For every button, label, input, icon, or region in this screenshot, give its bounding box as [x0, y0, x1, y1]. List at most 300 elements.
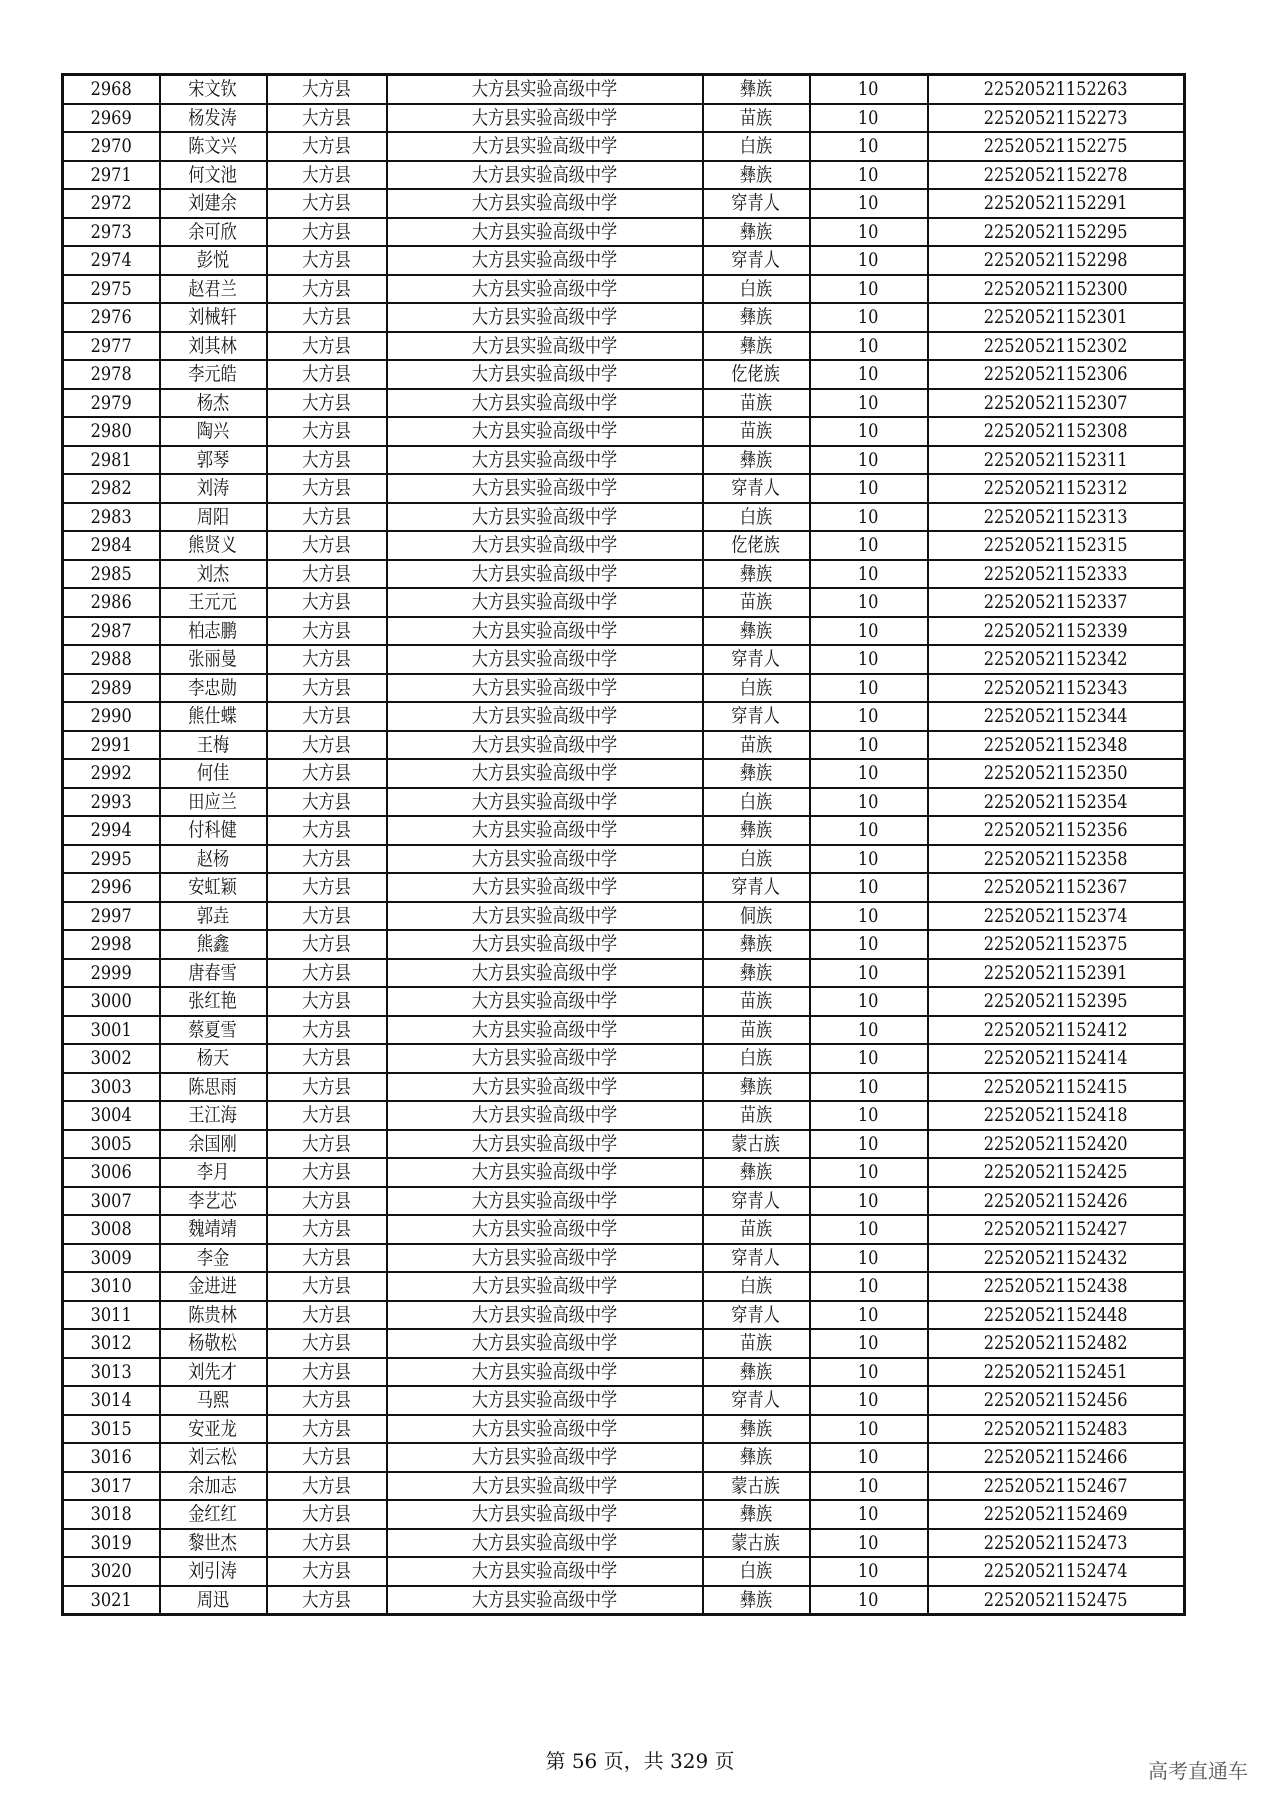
exam-id-cell	[928, 1044, 1185, 1073]
bonus-points: 10	[858, 1161, 879, 1184]
row-number: 2997	[90, 904, 132, 927]
county-cell	[267, 873, 387, 902]
row-number: 3017	[90, 1474, 132, 1497]
table-row	[63, 1358, 1185, 1387]
county-cell	[267, 474, 387, 503]
exam-id: 22520521152348	[983, 733, 1128, 756]
school-cell	[387, 189, 703, 218]
exam-id-cell	[928, 303, 1185, 332]
county-cell	[267, 1187, 387, 1216]
name: 王梅	[196, 733, 230, 756]
name-cell	[160, 218, 267, 247]
table-row	[63, 360, 1185, 389]
bonus-points-cell	[810, 1187, 928, 1216]
bonus-points: 10	[858, 220, 879, 243]
county: 大方县	[302, 249, 351, 272]
row-number-cell	[63, 702, 160, 731]
row-number-cell	[63, 1272, 160, 1301]
row-number: 3004	[90, 1104, 132, 1127]
county: 大方县	[302, 220, 351, 243]
name-cell	[160, 930, 267, 959]
row-number: 3006	[90, 1161, 132, 1184]
name: 余国刚	[188, 1132, 238, 1155]
school: 大方县实验高级中学	[471, 505, 618, 528]
exam-id-cell	[928, 845, 1185, 874]
name: 余加志	[188, 1474, 238, 1497]
name-cell	[160, 902, 267, 931]
ethnicity-cell	[703, 788, 810, 817]
name: 郭琴	[196, 448, 230, 471]
school-cell	[387, 303, 703, 332]
name-cell	[160, 1443, 267, 1472]
school-cell	[387, 1586, 703, 1615]
school-cell	[387, 1529, 703, 1558]
bonus-points: 10	[858, 420, 879, 443]
row-number-cell	[63, 360, 160, 389]
name-cell	[160, 104, 267, 133]
exam-id: 22520521152306	[983, 363, 1128, 386]
exam-id-cell	[928, 503, 1185, 532]
county: 大方县	[302, 1360, 351, 1383]
county: 大方县	[302, 534, 351, 557]
ethnicity: 穿青人	[731, 705, 781, 728]
exam-id-cell	[928, 531, 1185, 560]
county: 大方县	[302, 306, 351, 329]
row-number: 2968	[90, 78, 132, 101]
ethnicity: 彝族	[739, 819, 773, 842]
ethnicity: 彝族	[739, 1446, 773, 1469]
ethnicity-cell	[703, 1529, 810, 1558]
school: 大方县实验高级中学	[471, 1047, 618, 1070]
table-row	[63, 104, 1185, 133]
ethnicity: 苗族	[739, 1104, 773, 1127]
county: 大方县	[302, 1446, 351, 1469]
ethnicity-cell	[703, 1272, 810, 1301]
name-cell	[160, 959, 267, 988]
county-cell	[267, 588, 387, 617]
name-cell	[160, 389, 267, 418]
ethnicity: 彝族	[739, 961, 773, 984]
exam-id: 22520521152342	[983, 648, 1128, 671]
county-cell	[267, 1386, 387, 1415]
table-row	[63, 1557, 1185, 1586]
school: 大方县实验高级中学	[471, 1417, 618, 1440]
name-cell	[160, 731, 267, 760]
row-number-cell	[63, 446, 160, 475]
name-cell	[160, 1073, 267, 1102]
bonus-points: 10	[858, 876, 879, 899]
ethnicity-cell	[703, 617, 810, 646]
name-cell	[160, 987, 267, 1016]
table-row	[63, 275, 1185, 304]
county-cell	[267, 246, 387, 275]
row-number-cell	[63, 1557, 160, 1586]
bonus-points: 10	[858, 1018, 879, 1041]
school-cell	[387, 1386, 703, 1415]
exam-id-cell	[928, 560, 1185, 589]
school: 大方县实验高级中学	[471, 420, 618, 443]
ethnicity: 白族	[739, 1275, 773, 1298]
name: 金红红	[188, 1503, 238, 1526]
row-number-cell	[63, 474, 160, 503]
county-cell	[267, 332, 387, 361]
county-cell	[267, 417, 387, 446]
name: 柏志鹏	[188, 619, 238, 642]
row-number: 2999	[90, 961, 132, 984]
school-cell	[387, 759, 703, 788]
county: 大方县	[302, 277, 351, 300]
county: 大方县	[302, 1018, 351, 1041]
bonus-points-cell	[810, 446, 928, 475]
county-cell	[267, 360, 387, 389]
name-cell	[160, 1472, 267, 1501]
ethnicity: 彝族	[739, 1588, 773, 1611]
school: 大方县实验高级中学	[471, 163, 618, 186]
ethnicity-cell	[703, 531, 810, 560]
county-cell	[267, 1415, 387, 1444]
ethnicity: 彝族	[739, 1075, 773, 1098]
bonus-points: 10	[858, 1560, 879, 1583]
exam-id: 22520521152307	[983, 391, 1128, 414]
row-number-cell	[63, 218, 160, 247]
name-cell	[160, 845, 267, 874]
table-row	[63, 1215, 1185, 1244]
county-cell	[267, 1130, 387, 1159]
school-cell	[387, 360, 703, 389]
ethnicity-cell	[703, 1215, 810, 1244]
exam-id-cell	[928, 959, 1185, 988]
exam-id-cell	[928, 474, 1185, 503]
exam-id-cell	[928, 104, 1185, 133]
county-cell	[267, 104, 387, 133]
school-cell	[387, 959, 703, 988]
ethnicity: 白族	[739, 1560, 773, 1583]
county: 大方县	[302, 562, 351, 585]
county: 大方县	[302, 1047, 351, 1070]
ethnicity-cell	[703, 1187, 810, 1216]
bonus-points: 10	[858, 249, 879, 272]
exam-id: 22520521152300	[983, 277, 1128, 300]
name: 陈思雨	[188, 1075, 238, 1098]
name-cell	[160, 1101, 267, 1130]
county: 大方县	[302, 648, 351, 671]
school-cell	[387, 588, 703, 617]
county: 大方县	[302, 591, 351, 614]
bonus-points-cell	[810, 1130, 928, 1159]
row-number-cell	[63, 617, 160, 646]
school-cell	[387, 275, 703, 304]
ethnicity-cell	[703, 303, 810, 332]
bonus-points: 10	[858, 477, 879, 500]
bonus-points: 10	[858, 648, 879, 671]
county: 大方县	[302, 391, 351, 414]
exam-id-cell	[928, 788, 1185, 817]
row-number-cell	[63, 531, 160, 560]
school-cell	[387, 1101, 703, 1130]
school-cell	[387, 1329, 703, 1358]
row-number: 3007	[90, 1189, 132, 1212]
name-cell	[160, 759, 267, 788]
school: 大方县实验高级中学	[471, 1218, 618, 1241]
exam-id: 22520521152391	[983, 961, 1128, 984]
school: 大方县实验高级中学	[471, 1104, 618, 1127]
row-number: 3019	[90, 1531, 132, 1554]
bonus-points-cell	[810, 1472, 928, 1501]
table-row	[63, 1101, 1185, 1130]
bonus-points-cell	[810, 531, 928, 560]
county-cell	[267, 930, 387, 959]
school-cell	[387, 1158, 703, 1187]
name-cell	[160, 1244, 267, 1273]
row-number-cell	[63, 560, 160, 589]
row-number: 3000	[90, 990, 132, 1013]
ethnicity-cell	[703, 1472, 810, 1501]
name: 刘涛	[196, 477, 230, 500]
school: 大方县实验高级中学	[471, 705, 618, 728]
name: 刘其林	[188, 334, 238, 357]
name-cell	[160, 1301, 267, 1330]
name-cell	[160, 75, 267, 104]
exam-id: 22520521152315	[983, 534, 1128, 557]
row-number: 2996	[90, 876, 132, 899]
exam-id: 22520521152350	[983, 762, 1128, 785]
table-row	[63, 332, 1185, 361]
ethnicity-cell	[703, 702, 810, 731]
name: 刘械轩	[188, 306, 238, 329]
school: 大方县实验高级中学	[471, 847, 618, 870]
county: 大方县	[302, 477, 351, 500]
exam-id-cell	[928, 617, 1185, 646]
county-cell	[267, 1329, 387, 1358]
bonus-points: 10	[858, 733, 879, 756]
county: 大方县	[302, 1389, 351, 1412]
row-number: 2975	[90, 277, 132, 300]
row-number-cell	[63, 1329, 160, 1358]
ethnicity: 白族	[739, 1047, 773, 1070]
row-number-cell	[63, 788, 160, 817]
bonus-points-cell	[810, 1244, 928, 1273]
bonus-points-cell	[810, 1529, 928, 1558]
school-cell	[387, 389, 703, 418]
name-cell	[160, 1329, 267, 1358]
exam-id: 22520521152451	[983, 1360, 1128, 1383]
table-row	[63, 446, 1185, 475]
school-cell	[387, 617, 703, 646]
county: 大方县	[302, 1503, 351, 1526]
bonus-points-cell	[810, 1158, 928, 1187]
table-row	[63, 1386, 1185, 1415]
row-number: 2978	[90, 363, 132, 386]
county: 大方县	[302, 933, 351, 956]
exam-id-cell	[928, 1244, 1185, 1273]
bonus-points: 10	[858, 1104, 879, 1127]
exam-id: 22520521152474	[983, 1560, 1128, 1583]
ethnicity: 穿青人	[731, 1303, 781, 1326]
row-number: 3010	[90, 1275, 132, 1298]
school: 大方县实验高级中学	[471, 1132, 618, 1155]
exam-id-cell	[928, 275, 1185, 304]
name-cell	[160, 1130, 267, 1159]
bonus-points: 10	[858, 363, 879, 386]
bonus-points: 10	[858, 1417, 879, 1440]
county: 大方县	[302, 1417, 351, 1440]
ethnicity-cell	[703, 588, 810, 617]
exam-id-cell	[928, 1415, 1185, 1444]
bonus-points: 10	[858, 1588, 879, 1611]
row-number: 2992	[90, 762, 132, 785]
row-number: 2985	[90, 562, 132, 585]
row-number-cell	[63, 275, 160, 304]
name: 熊鑫	[196, 933, 230, 956]
county: 大方县	[302, 448, 351, 471]
school: 大方县实验高级中学	[471, 192, 618, 215]
school: 大方县实验高级中学	[471, 790, 618, 813]
row-number-cell	[63, 873, 160, 902]
exam-id: 22520521152337	[983, 591, 1128, 614]
name-cell	[160, 303, 267, 332]
exam-id: 22520521152456	[983, 1389, 1128, 1412]
name: 何文池	[188, 163, 238, 186]
county: 大方县	[302, 1132, 351, 1155]
exam-id-cell	[928, 132, 1185, 161]
row-number: 3012	[90, 1332, 132, 1355]
ethnicity-cell	[703, 1386, 810, 1415]
school: 大方县实验高级中学	[471, 106, 618, 129]
ethnicity-cell	[703, 759, 810, 788]
table-row	[63, 1272, 1185, 1301]
county: 大方县	[302, 1246, 351, 1269]
ethnicity-cell	[703, 1044, 810, 1073]
ethnicity: 苗族	[739, 1332, 773, 1355]
exam-id: 22520521152418	[983, 1104, 1128, 1127]
table-row	[63, 617, 1185, 646]
county-cell	[267, 759, 387, 788]
bonus-points-cell	[810, 1301, 928, 1330]
name: 金进进	[188, 1275, 238, 1298]
ethnicity-cell	[703, 246, 810, 275]
name-cell	[160, 474, 267, 503]
ethnicity: 彝族	[739, 448, 773, 471]
name-cell	[160, 1586, 267, 1615]
row-number-cell	[63, 1529, 160, 1558]
table-row	[63, 902, 1185, 931]
exam-id-cell	[928, 1073, 1185, 1102]
bonus-points-cell	[810, 360, 928, 389]
school-cell	[387, 474, 703, 503]
bonus-points: 10	[858, 534, 879, 557]
bonus-points-cell	[810, 1443, 928, 1472]
name: 刘杰	[196, 562, 230, 585]
bonus-points: 10	[858, 619, 879, 642]
row-number: 2988	[90, 648, 132, 671]
bonus-points-cell	[810, 788, 928, 817]
name-cell	[160, 503, 267, 532]
row-number: 2991	[90, 733, 132, 756]
row-number-cell	[63, 987, 160, 1016]
exam-id: 22520521152374	[983, 904, 1128, 927]
county: 大方县	[302, 420, 351, 443]
table-row	[63, 987, 1185, 1016]
row-number: 3020	[90, 1560, 132, 1583]
exam-id: 22520521152356	[983, 819, 1128, 842]
exam-id-cell	[928, 816, 1185, 845]
ethnicity: 白族	[739, 277, 773, 300]
county: 大方县	[302, 733, 351, 756]
county: 大方县	[302, 1332, 351, 1355]
bonus-points: 10	[858, 1503, 879, 1526]
ethnicity: 白族	[739, 135, 773, 158]
ethnicity-cell	[703, 446, 810, 475]
county: 大方县	[302, 876, 351, 899]
bonus-points-cell	[810, 645, 928, 674]
bonus-points: 10	[858, 448, 879, 471]
name: 王江海	[188, 1104, 238, 1127]
exam-id-cell	[928, 161, 1185, 190]
county-cell	[267, 1044, 387, 1073]
school: 大方县实验高级中学	[471, 334, 618, 357]
table-row	[63, 132, 1185, 161]
ethnicity-cell	[703, 816, 810, 845]
name: 李月	[196, 1161, 230, 1184]
school: 大方县实验高级中学	[471, 1275, 618, 1298]
ethnicity-cell	[703, 132, 810, 161]
row-number-cell	[63, 332, 160, 361]
school-cell	[387, 1443, 703, 1472]
county-cell	[267, 902, 387, 931]
ethnicity: 穿青人	[731, 1389, 781, 1412]
row-number: 2993	[90, 790, 132, 813]
bonus-points: 10	[858, 306, 879, 329]
ethnicity-cell	[703, 1101, 810, 1130]
ethnicity-cell	[703, 1500, 810, 1529]
school: 大方县实验高级中学	[471, 819, 618, 842]
bonus-points-cell	[810, 246, 928, 275]
row-number: 2973	[90, 220, 132, 243]
exam-id: 22520521152263	[983, 78, 1128, 101]
county: 大方县	[302, 705, 351, 728]
row-number-cell	[63, 303, 160, 332]
school-cell	[387, 132, 703, 161]
bonus-points-cell	[810, 617, 928, 646]
ethnicity-cell	[703, 1586, 810, 1615]
ethnicity: 穿青人	[731, 192, 781, 215]
table-row	[63, 1443, 1185, 1472]
bonus-points: 10	[858, 1446, 879, 1469]
county: 大方县	[302, 819, 351, 842]
county-cell	[267, 132, 387, 161]
table-row	[63, 1016, 1185, 1045]
name: 杨天	[196, 1047, 230, 1070]
school-cell	[387, 845, 703, 874]
exam-id-cell	[928, 1443, 1185, 1472]
ethnicity-cell	[703, 674, 810, 703]
school-cell	[387, 161, 703, 190]
exam-id: 22520521152473	[983, 1531, 1128, 1554]
exam-id-cell	[928, 75, 1185, 104]
ethnicity-cell	[703, 873, 810, 902]
exam-id-cell	[928, 987, 1185, 1016]
row-number-cell	[63, 1130, 160, 1159]
exam-id-cell	[928, 218, 1185, 247]
bonus-points: 10	[858, 106, 879, 129]
ethnicity-cell	[703, 189, 810, 218]
name-cell	[160, 332, 267, 361]
exam-id-cell	[928, 332, 1185, 361]
ethnicity: 穿青人	[731, 249, 781, 272]
county-cell	[267, 1529, 387, 1558]
ethnicity-cell	[703, 1329, 810, 1358]
name-cell	[160, 617, 267, 646]
